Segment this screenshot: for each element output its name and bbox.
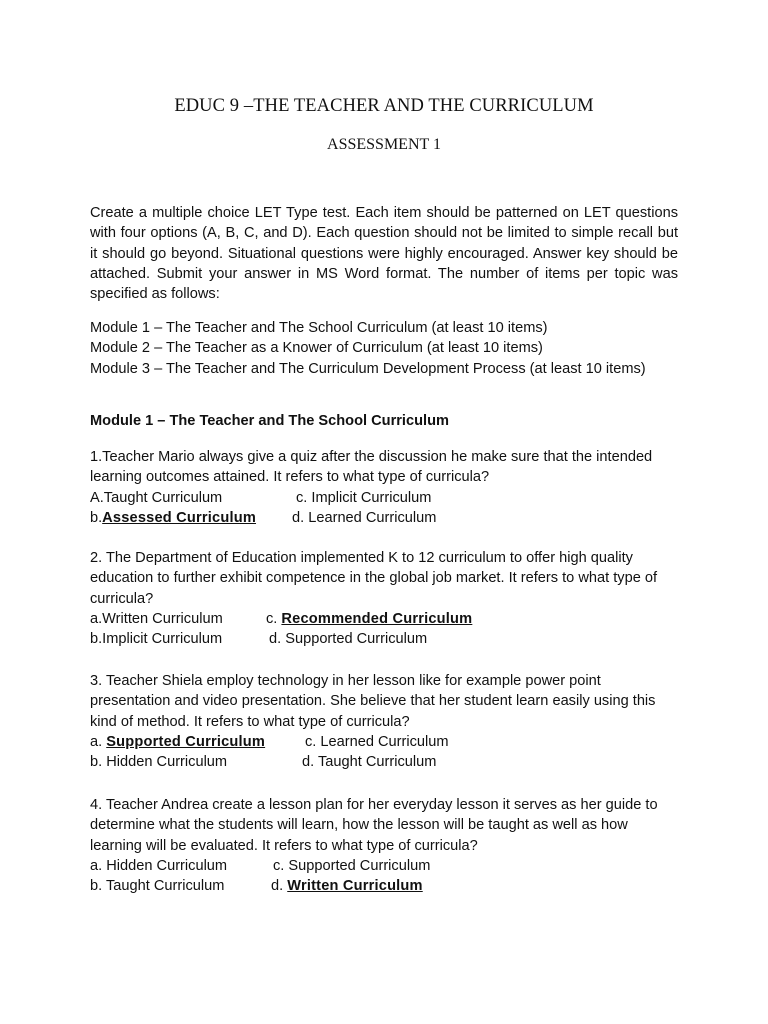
- option-prefix: c.: [266, 610, 282, 627]
- correct-answer: Recommended Curriculum: [281, 610, 473, 627]
- correct-answer: Supported Curriculum: [106, 733, 266, 750]
- option-prefix: c.: [296, 489, 312, 506]
- question-stem: 3. Teacher Shiela employ technology in her lesson like for example power point presentation and video presentation. She believe that her student learn easily using this kind of method. It refers to what type of curricula?: [90, 673, 656, 730]
- option-row: [90, 856, 680, 876]
- document-title: EDUC 9 –THE TEACHER AND THE CURRICULUM: [174, 96, 594, 116]
- option-prefix: a.: [90, 610, 103, 627]
- option-b: [90, 508, 256, 528]
- option-prefix: b.: [90, 631, 103, 648]
- option-text: Hidden Curriculum: [106, 857, 228, 874]
- document-subtitle: ASSESSMENT 1: [327, 136, 441, 153]
- option-a: [90, 609, 223, 629]
- question-4: [90, 795, 680, 896]
- option-row: [90, 488, 680, 508]
- option-prefix: b.: [90, 878, 106, 895]
- option-row: [90, 732, 680, 752]
- option-a: [90, 488, 222, 508]
- option-row: [90, 752, 680, 772]
- module-item: Module 3 – The Teacher and The Curriculum Development Process (at least 10 items): [90, 360, 646, 377]
- option-text: Supported Curriculum: [288, 857, 431, 874]
- question-stem: 4. Teacher Andrea create a lesson plan for her everyday lesson it serves as her guide to determine what the students will learn, how the lesson will be taught as well as how learning will be evaluated. It refers to what type of curricula?: [90, 797, 658, 854]
- option-prefix: A.: [90, 489, 104, 506]
- module-item: Module 1 – The Teacher and The School Curriculum (at least 10 items): [90, 320, 548, 336]
- option-row: [90, 876, 680, 896]
- option-prefix: d.: [271, 878, 288, 895]
- option-c: [266, 609, 472, 629]
- option-text: Taught Curriculum: [105, 878, 225, 895]
- question-3: [90, 671, 680, 772]
- option-c: [296, 488, 431, 508]
- option-text: Taught Curriculum: [317, 754, 437, 771]
- option-d: [292, 508, 436, 528]
- option-prefix: d.: [292, 509, 309, 526]
- option-prefix: a.: [90, 733, 107, 750]
- option-row: [90, 508, 680, 528]
- correct-answer: Assessed Curriculum: [102, 509, 257, 526]
- option-d: [269, 629, 427, 649]
- option-text: Taught Curriculum: [103, 489, 223, 506]
- option-b: [90, 629, 222, 649]
- option-b: [90, 752, 227, 772]
- option-text: Learned Curriculum: [320, 733, 449, 750]
- option-prefix: c.: [273, 857, 289, 874]
- question-1: [90, 447, 680, 528]
- option-prefix: d.: [269, 631, 286, 648]
- option-prefix: c.: [305, 733, 321, 750]
- option-a: [90, 732, 265, 752]
- option-prefix: b.: [90, 509, 103, 526]
- option-row: [90, 629, 680, 649]
- option-c: [305, 732, 449, 752]
- section-heading: Module 1 – The Teacher and The School Curriculum: [90, 413, 449, 429]
- question-stem: 2. The Department of Education implemented K to 12 curriculum to offer high quality education to further exhibit competence in the global job market. It refers to what type of curricula?: [90, 550, 658, 607]
- question-stem: 1.Teacher Mario always give a quiz after the discussion he make sure that the intended learning outcomes attained. It refers to what type of curricula?: [90, 449, 653, 486]
- option-text: Hidden Curriculum: [106, 754, 228, 771]
- option-text: Written Curriculum: [102, 610, 223, 627]
- correct-answer: Written Curriculum: [287, 878, 423, 895]
- option-row: [90, 609, 680, 629]
- option-text: Implicit Curriculum: [311, 489, 432, 506]
- option-prefix: a.: [90, 857, 107, 874]
- option-b: [90, 876, 224, 896]
- option-text: Learned Curriculum: [308, 509, 437, 526]
- module-list: [90, 318, 678, 379]
- option-text: Implicit Curriculum: [102, 631, 223, 648]
- option-prefix: b.: [90, 754, 107, 771]
- option-prefix: d.: [302, 754, 318, 771]
- module-item: Module 2 – The Teacher as a Knower of Curriculum (at least 10 items): [90, 340, 543, 357]
- option-a: [90, 856, 227, 876]
- option-d: [302, 752, 436, 772]
- option-d: [271, 876, 423, 896]
- option-text: Supported Curriculum: [285, 631, 428, 648]
- instructions-paragraph: Create a multiple choice LET Type test. Each item should be patterned on LET questions with four options (A, B, C, and D). Each question should not be limited to simple recall but it should go beyond. Situational questions were highly encouraged. Answer key should be attached. Submit your answer in MS Word format. The number of items per topic was specified as follows:: [90, 205, 678, 303]
- option-c: [273, 856, 430, 876]
- question-2: [90, 548, 680, 649]
